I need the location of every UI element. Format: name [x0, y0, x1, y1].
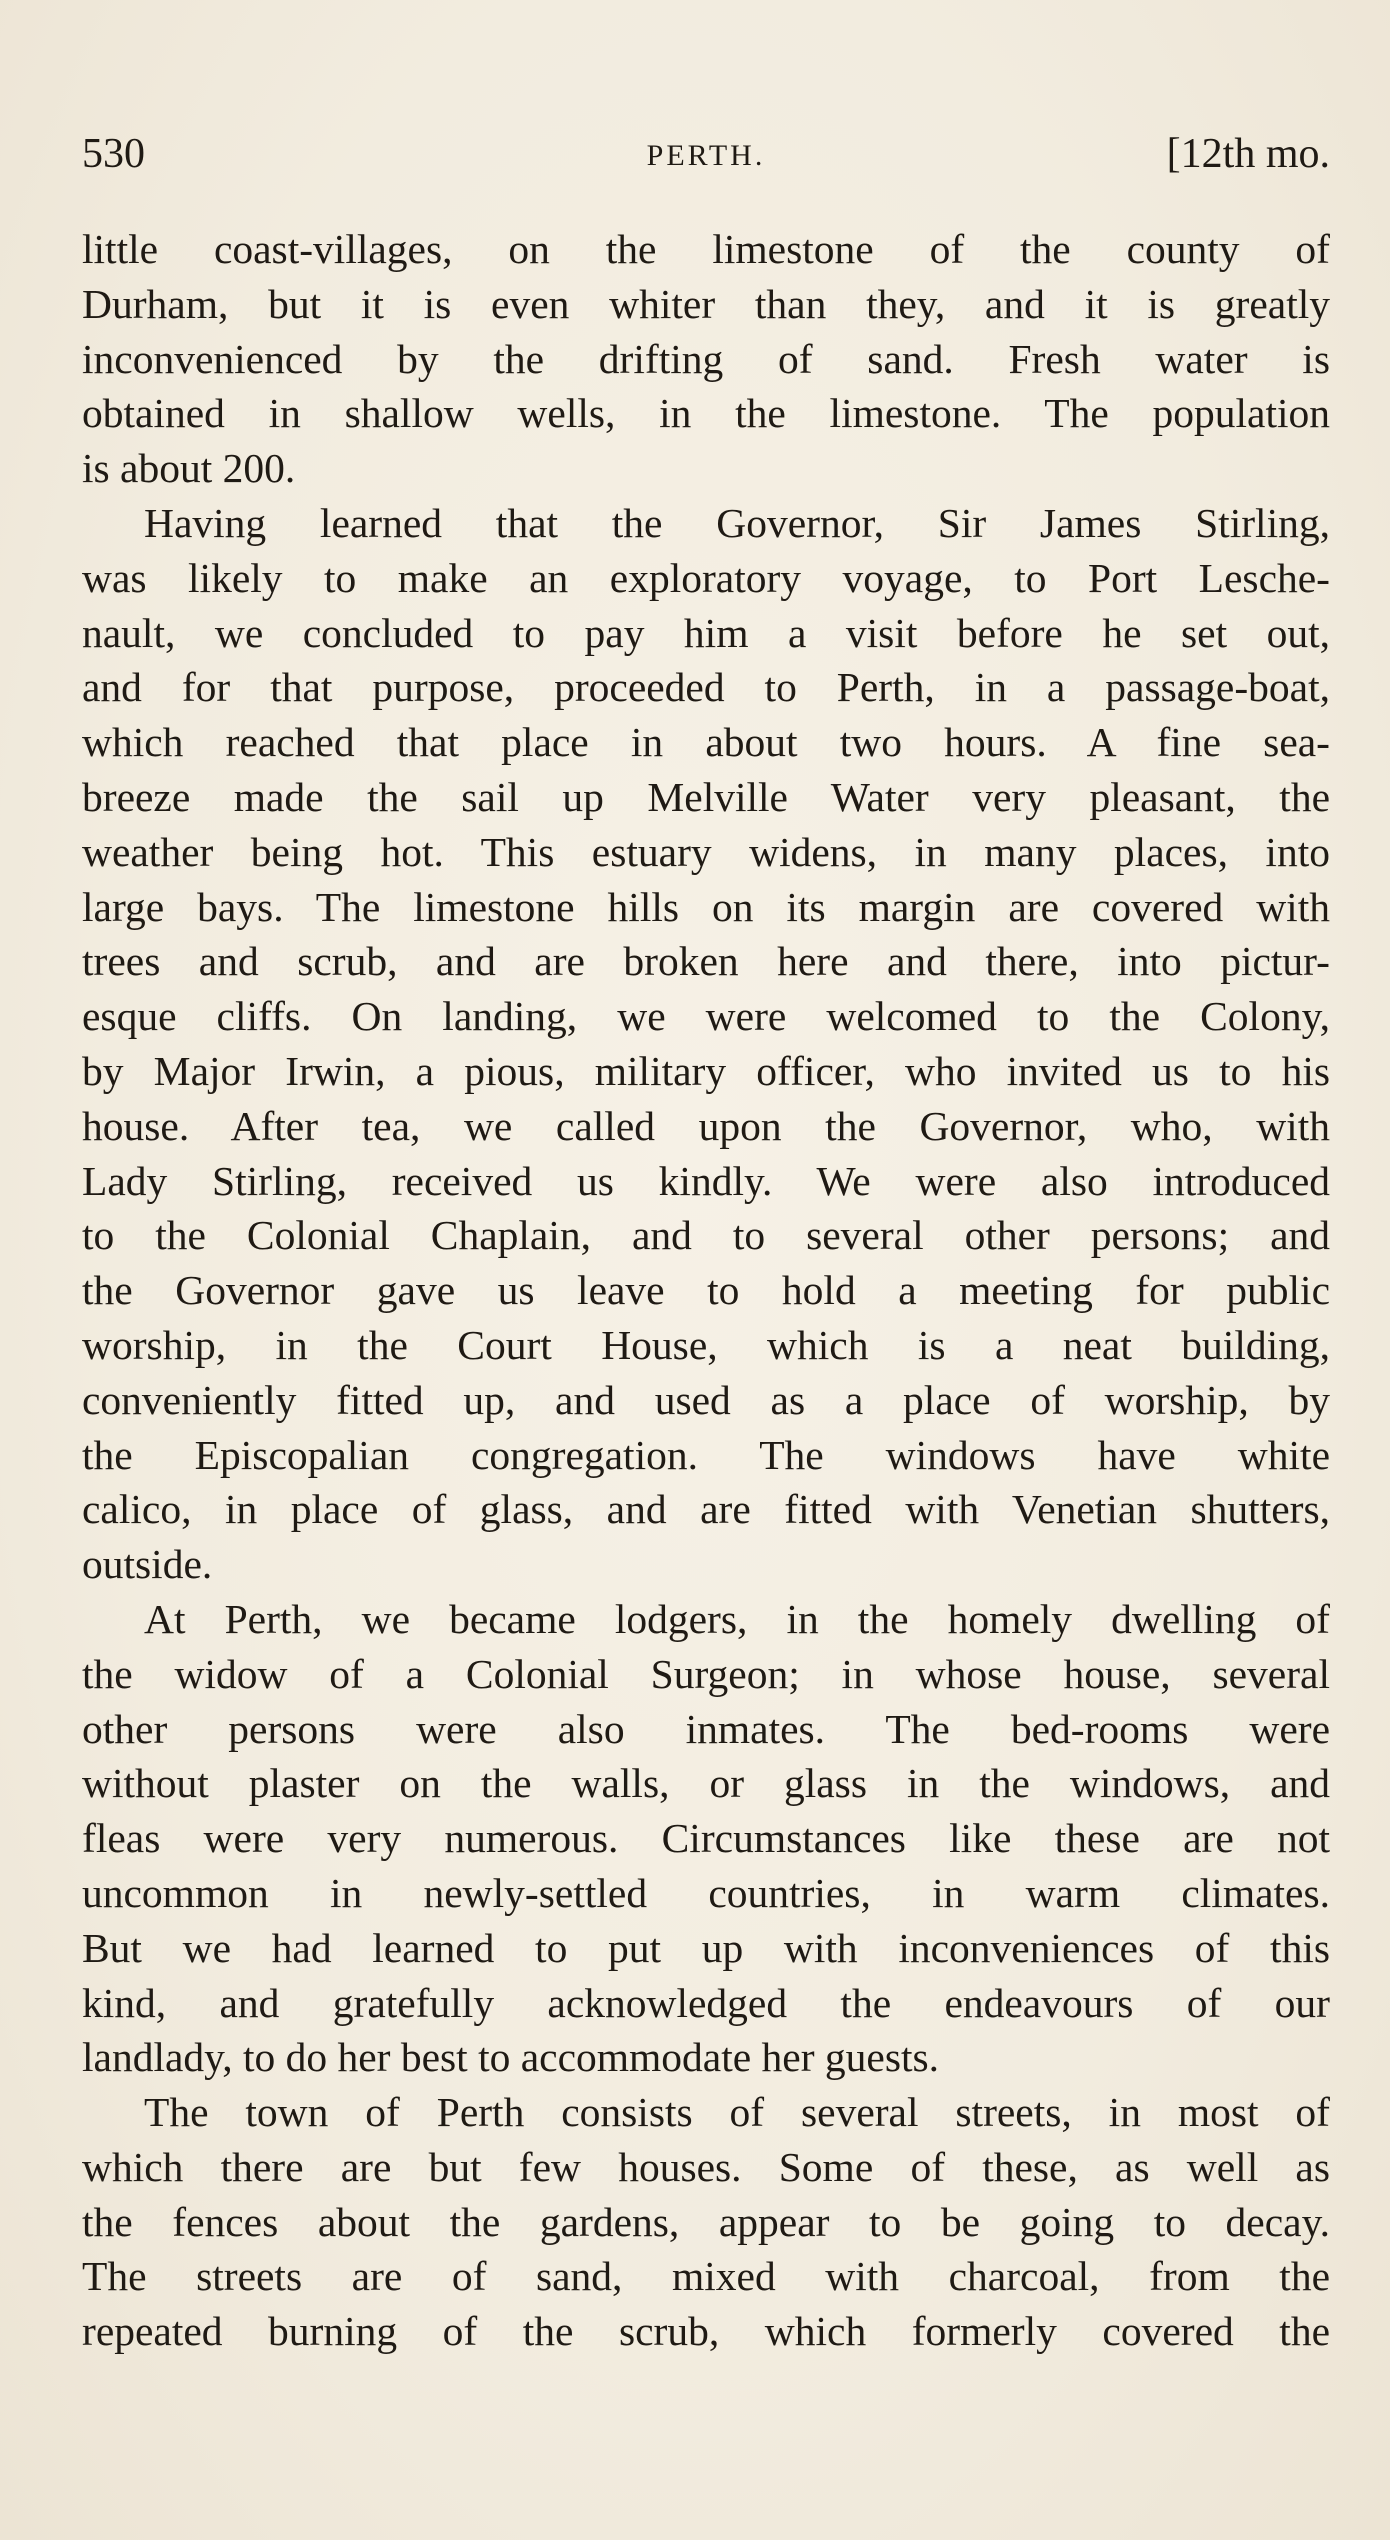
text-line: is about 200.: [82, 445, 296, 492]
text-line: was likely to make an exploratory voyage, to Port Lesche-: [82, 554, 1330, 601]
text-line: At Perth, we became lodgers, in the homely dwelling of: [144, 1595, 1330, 1642]
text-line: inconvenienced by the drifting of sand. Fresh water is: [82, 335, 1330, 382]
running-date: [12th mo.: [1166, 131, 1330, 177]
text-line: the fences about the gardens, appear to be going to decay.: [82, 2198, 1330, 2245]
text-line: other persons were also inmates. The bed-rooms were: [82, 1705, 1330, 1752]
text-line: But we had learned to put up with inconveniences of this: [82, 1924, 1330, 1971]
text-line: to the Colonial Chaplain, and to several other persons; and: [82, 1212, 1330, 1259]
text-line: Having learned that the Governor, Sir James Stirling,: [144, 499, 1330, 546]
text-line: obtained in shallow wells, in the limestone. The population: [82, 390, 1330, 437]
text-line: The streets are of sand, mixed with charcoal, from the: [82, 2253, 1330, 2300]
text-line: Lady Stirling, received us kindly. We were also introduced: [82, 1157, 1330, 1204]
text-line: fleas were very numerous. Circumstances like these are not: [82, 1815, 1330, 1862]
text-line: house. After tea, we called upon the Governor, who, with: [82, 1102, 1330, 1149]
text-line: weather being hot. This estuary widens, in many places, into: [82, 828, 1330, 875]
text-line: and for that purpose, proceeded to Perth, in a passage-boat,: [82, 664, 1330, 711]
text-line: esque cliffs. On landing, we were welcomed to the Colony,: [82, 993, 1330, 1040]
text-line: repeated burning of the scrub, which formerly covered the: [82, 2308, 1330, 2355]
page-number: 530: [82, 131, 145, 177]
text-line: without plaster on the walls, or glass in the windows, and: [82, 1760, 1330, 1807]
text-line: large bays. The limestone hills on its margin are covered with: [82, 883, 1330, 930]
text-line: calico, in place of glass, and are fitted with Venetian shutters,: [82, 1486, 1330, 1533]
text-line: The town of Perth consists of several streets, in most of: [144, 2089, 1330, 2136]
running-head: [82, 124, 1330, 184]
text-line: Durham, but it is even whiter than they, and it is greatly: [82, 280, 1330, 327]
running-title: PERTH.: [646, 139, 766, 172]
body-text: [82, 222, 1330, 2359]
text-line: worship, in the Court House, which is a neat building,: [82, 1321, 1330, 1368]
text-line: by Major Irwin, a pious, military officer, who invited us to his: [82, 1047, 1330, 1094]
text-line: little coast-villages, on the limestone of the county of: [82, 226, 1330, 272]
text-line: nault, we concluded to pay him a visit before he set out,: [82, 609, 1330, 656]
text-line: which reached that place in about two hours. A fine sea-: [82, 719, 1330, 766]
text-line: which there are but few houses. Some of these, as well as: [82, 2143, 1330, 2190]
text-line: outside.: [82, 1541, 213, 1588]
text-line: the widow of a Colonial Surgeon; in whose house, several: [82, 1650, 1330, 1697]
text-line: breeze made the sail up Melville Water very pleasant, the: [82, 773, 1330, 820]
text-line: the Episcopalian congregation. The windows have white: [82, 1431, 1330, 1478]
text-line: trees and scrub, and are broken here and there, into pictur-: [82, 938, 1330, 985]
text-line: kind, and gratefully acknowledged the endeavours of our: [82, 1979, 1330, 2026]
text-line: landlady, to do her best to accommodate her guests.: [82, 2034, 940, 2081]
text-line: uncommon in newly-settled countries, in warm climates.: [82, 1869, 1330, 1916]
text-line: conveniently fitted up, and used as a place of worship, by: [82, 1376, 1330, 1423]
text-line: the Governor gave us leave to hold a meeting for public: [82, 1267, 1330, 1314]
